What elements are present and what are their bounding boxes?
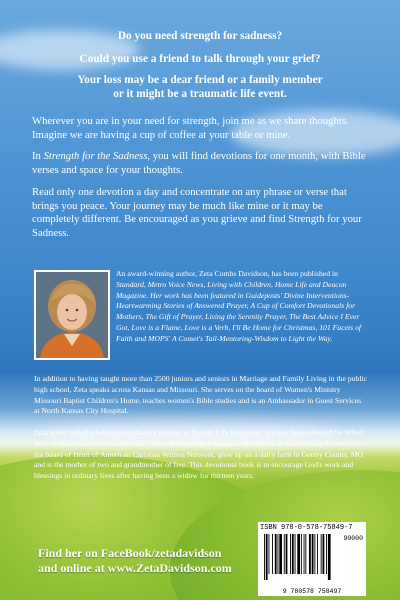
barcode-bar [275,534,277,574]
barcode-bar [292,534,294,574]
barcode-bar [279,534,282,574]
barcode-bar [284,534,285,574]
bio-awards [116,269,368,345]
barcode-bar [269,534,270,574]
barcode-bar [286,534,288,574]
book-paragraph [32,150,372,177]
barcode-bar [309,534,311,574]
bio-degrees: Zeta holds both Bachelor's and Master's degrees in Family Life Education. She has been selected for Who's Who of American Women and Who's Who of American Educators. She serves as Membership Director on the board of Heart of American Christian Writers Network, grew up on a dairy farm in Gentry County, MO and is the mother of two and grandmother of five. This devotional book is to encourage God's work and blessings in ordinary lives after having been a widow for thirteen years. [34,428,364,481]
barcode-bar [264,534,265,580]
author-portrait [36,272,108,358]
bio-publications: Standard, Metro Voice News, Living with Children, Home Life and Deacon Magazine. [116,279,347,300]
barcode-bar [317,534,318,574]
barcode-bar [301,534,302,574]
barcode-bar [312,534,314,574]
question-friend: Could you use a friend to talk through your grief? [79,53,321,65]
barcode-bar [323,534,325,574]
barcode-bar [326,534,327,574]
barcode-bar [321,534,322,574]
barcode-bar [295,534,296,574]
barcode-bar [314,534,315,574]
isbn-number: ISBN 978-0-578-75849-7 [260,524,353,532]
bio-featured: Her work has been featured in Guideposts' Divine Interventions-Heartwarming Stories of Answered Prayer, A Cup of Comfort Devotionals for Mothers, The Gift of Prayer, Living the Serenity Prayer, The Best Advice I Ever Got, Love is a Flame, Love is a Verb, I'll Be Home for Christmas, 101 Facets of Faith and MOPS' A Comet's Tail-Mentoring-Wisdom to Light the Way. [116,290,362,343]
price-code: 90000 [343,535,363,542]
isbn-barcode [258,522,366,596]
book-title: Strength for the Sadness [43,150,148,162]
barcode-bar [304,534,305,574]
barcode-bars [264,534,360,588]
barcode-digits: 9 780578 758497 [282,588,342,595]
question-loss-line2: or it might be a traumatic life event. [113,88,287,100]
barcode-bar [290,534,291,574]
barcode-bar [266,534,268,580]
barcode-bar [305,534,306,574]
bio-teaching: In addition to having taught more than 2500 juniors and seniors in Marriage and Family Living in the public high school, Zeta speaks across Kansas and Missouri. She serves on the board of Women's Ministry Missouri Baptist Children's Home, teaches women's Bible studies and is an Ambassador in Guest Services at North Kansas City Hospital. [34,374,368,416]
book-paragraph-suffix: , you will find devotions for one month, with Bible verses and space for your thoughts. [32,150,366,176]
barcode-bar [328,534,331,580]
intro-paragraph: Wherever you are in your need for strength, join me as we share thoughts. Imagine we are having a cup of coffee at your table or mine. [32,115,349,141]
book-paragraph-prefix: In [32,150,44,162]
barcode-bar [278,534,279,574]
barcode-bar [297,534,300,574]
question-strength: Do you need strength for sadness? [117,30,283,42]
devotion-paragraph: Read only one devotion a day and concentrate on any phrase or verse that brings you peace. Your journey may be much like mine or it may be completely different. Be encouraged as you grieve and find Strength for your Sadness. [32,186,362,239]
author-photo [34,270,110,360]
facebook-link: Find her on FaceBook/zetadavidson [38,546,222,560]
barcode-bar [272,534,273,574]
question-loss-line1: Your loss may be a dear friend or a family member [77,74,323,86]
bio-lead: An award-winning author, Zeta Combs Davidson, has been published in [116,269,338,278]
website-link: and online at www.ZetaDavidson.com [38,561,232,575]
